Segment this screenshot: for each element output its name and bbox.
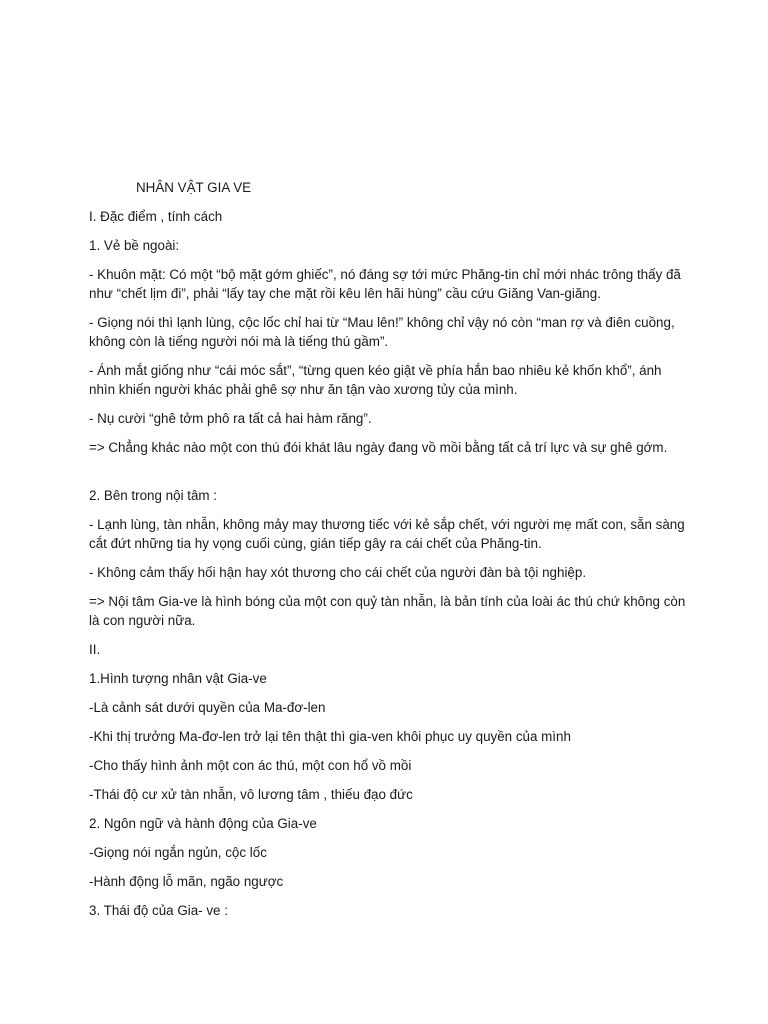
- paragraph-smile: - Nụ cười “ghê tởm phô ra tất cả hai hàm răng”.: [89, 411, 372, 426]
- section-2-heading: II.: [89, 642, 101, 657]
- list-item: -Là cảnh sát dưới quyền của Ma-đơ-len: [89, 700, 326, 715]
- document-body: [89, 178, 689, 930]
- paragraph-no-remorse: - Không cảm thấy hối hận hay xót thương cho cái chết của người đàn bà tội nghiệp.: [89, 565, 587, 580]
- subsection-2-1-heading: 1.Hình tượng nhân vật Gia-ve: [89, 671, 267, 686]
- list-item: -Cho thấy hình ảnh một con ác thú, một con hổ vồ mồi: [89, 758, 412, 773]
- list-item: -Khi thị trưởng Ma-đơ-len trở lại tên thật thì gia-ven khôi phục uy quyền của mình: [89, 729, 571, 744]
- subsection-2-2-heading: 2. Ngôn ngữ và hành động của Gia-ve: [89, 816, 317, 831]
- section-1-heading: I. Đặc điểm , tính cách: [89, 209, 223, 224]
- subsection-2-3-heading: 3. Thái độ của Gia- ve :: [89, 903, 228, 918]
- paragraph-voice: - Giọng nói thì lạnh lùng, cộc lốc chỉ hai từ “Mau lên!” không chỉ vậy nó còn “man rợ và điên cuồng, không còn là tiếng người nói mà là tiếng thú gầm”.: [89, 315, 675, 349]
- list-item: -Giọng nói ngắn ngủn, cộc lốc: [89, 845, 267, 860]
- paragraph-conclusion-inner: => Nội tâm Gia-ve là hình bóng của một con quỷ tàn nhẫn, là bản tính của loài ác thú chứ không còn là con người nữa.: [89, 594, 686, 628]
- list-item: -Thái độ cư xử tàn nhẫn, vô lương tâm , thiếu đạo đức: [89, 787, 413, 802]
- paragraph-conclusion-appearance: => Chẳng khác nào một con thú đói khát lâu ngày đang vồ mồi bằng tất cả trí lực và sự ghê gớm.: [89, 440, 668, 455]
- document-title: NHÂN VẬT GIA VE: [136, 180, 252, 195]
- subsection-1-1-heading: 1. Vẻ bề ngoài:: [89, 238, 180, 253]
- subsection-1-2-heading: 2. Bên trong nội tâm :: [89, 488, 218, 503]
- paragraph-eyes: - Ánh mắt giống như “cái móc sắt”, “từng quen kéo giật về phía hắn bao nhiêu kẻ khốn khổ”, ánh nhìn khiến người khác phải ghê sợ như ăn tận vào xương tủy của mình.: [89, 363, 662, 397]
- paragraph-cruelty: - Lạnh lùng, tàn nhẫn, không mảy may thương tiếc với kẻ sắp chết, với người mẹ mất con, sẵn sàng cắt đứt những tia hy vọng cuối cùng, gián tiếp gây ra cái chết của Phăng-tin.: [89, 517, 685, 551]
- paragraph-face: - Khuôn mặt: Có một “bộ mặt gớm ghiếc”, nó đáng sợ tới mức Phăng-tin chỉ mới nhác trông thấy đã như “chết lịm đi”, phải “lấy tay che mặt rồi kêu lên hãi hùng” cầu cứu Giăng Van-giăng.: [89, 267, 681, 301]
- list-item: -Hành động lỗ mãn, ngão ngược: [89, 874, 284, 889]
